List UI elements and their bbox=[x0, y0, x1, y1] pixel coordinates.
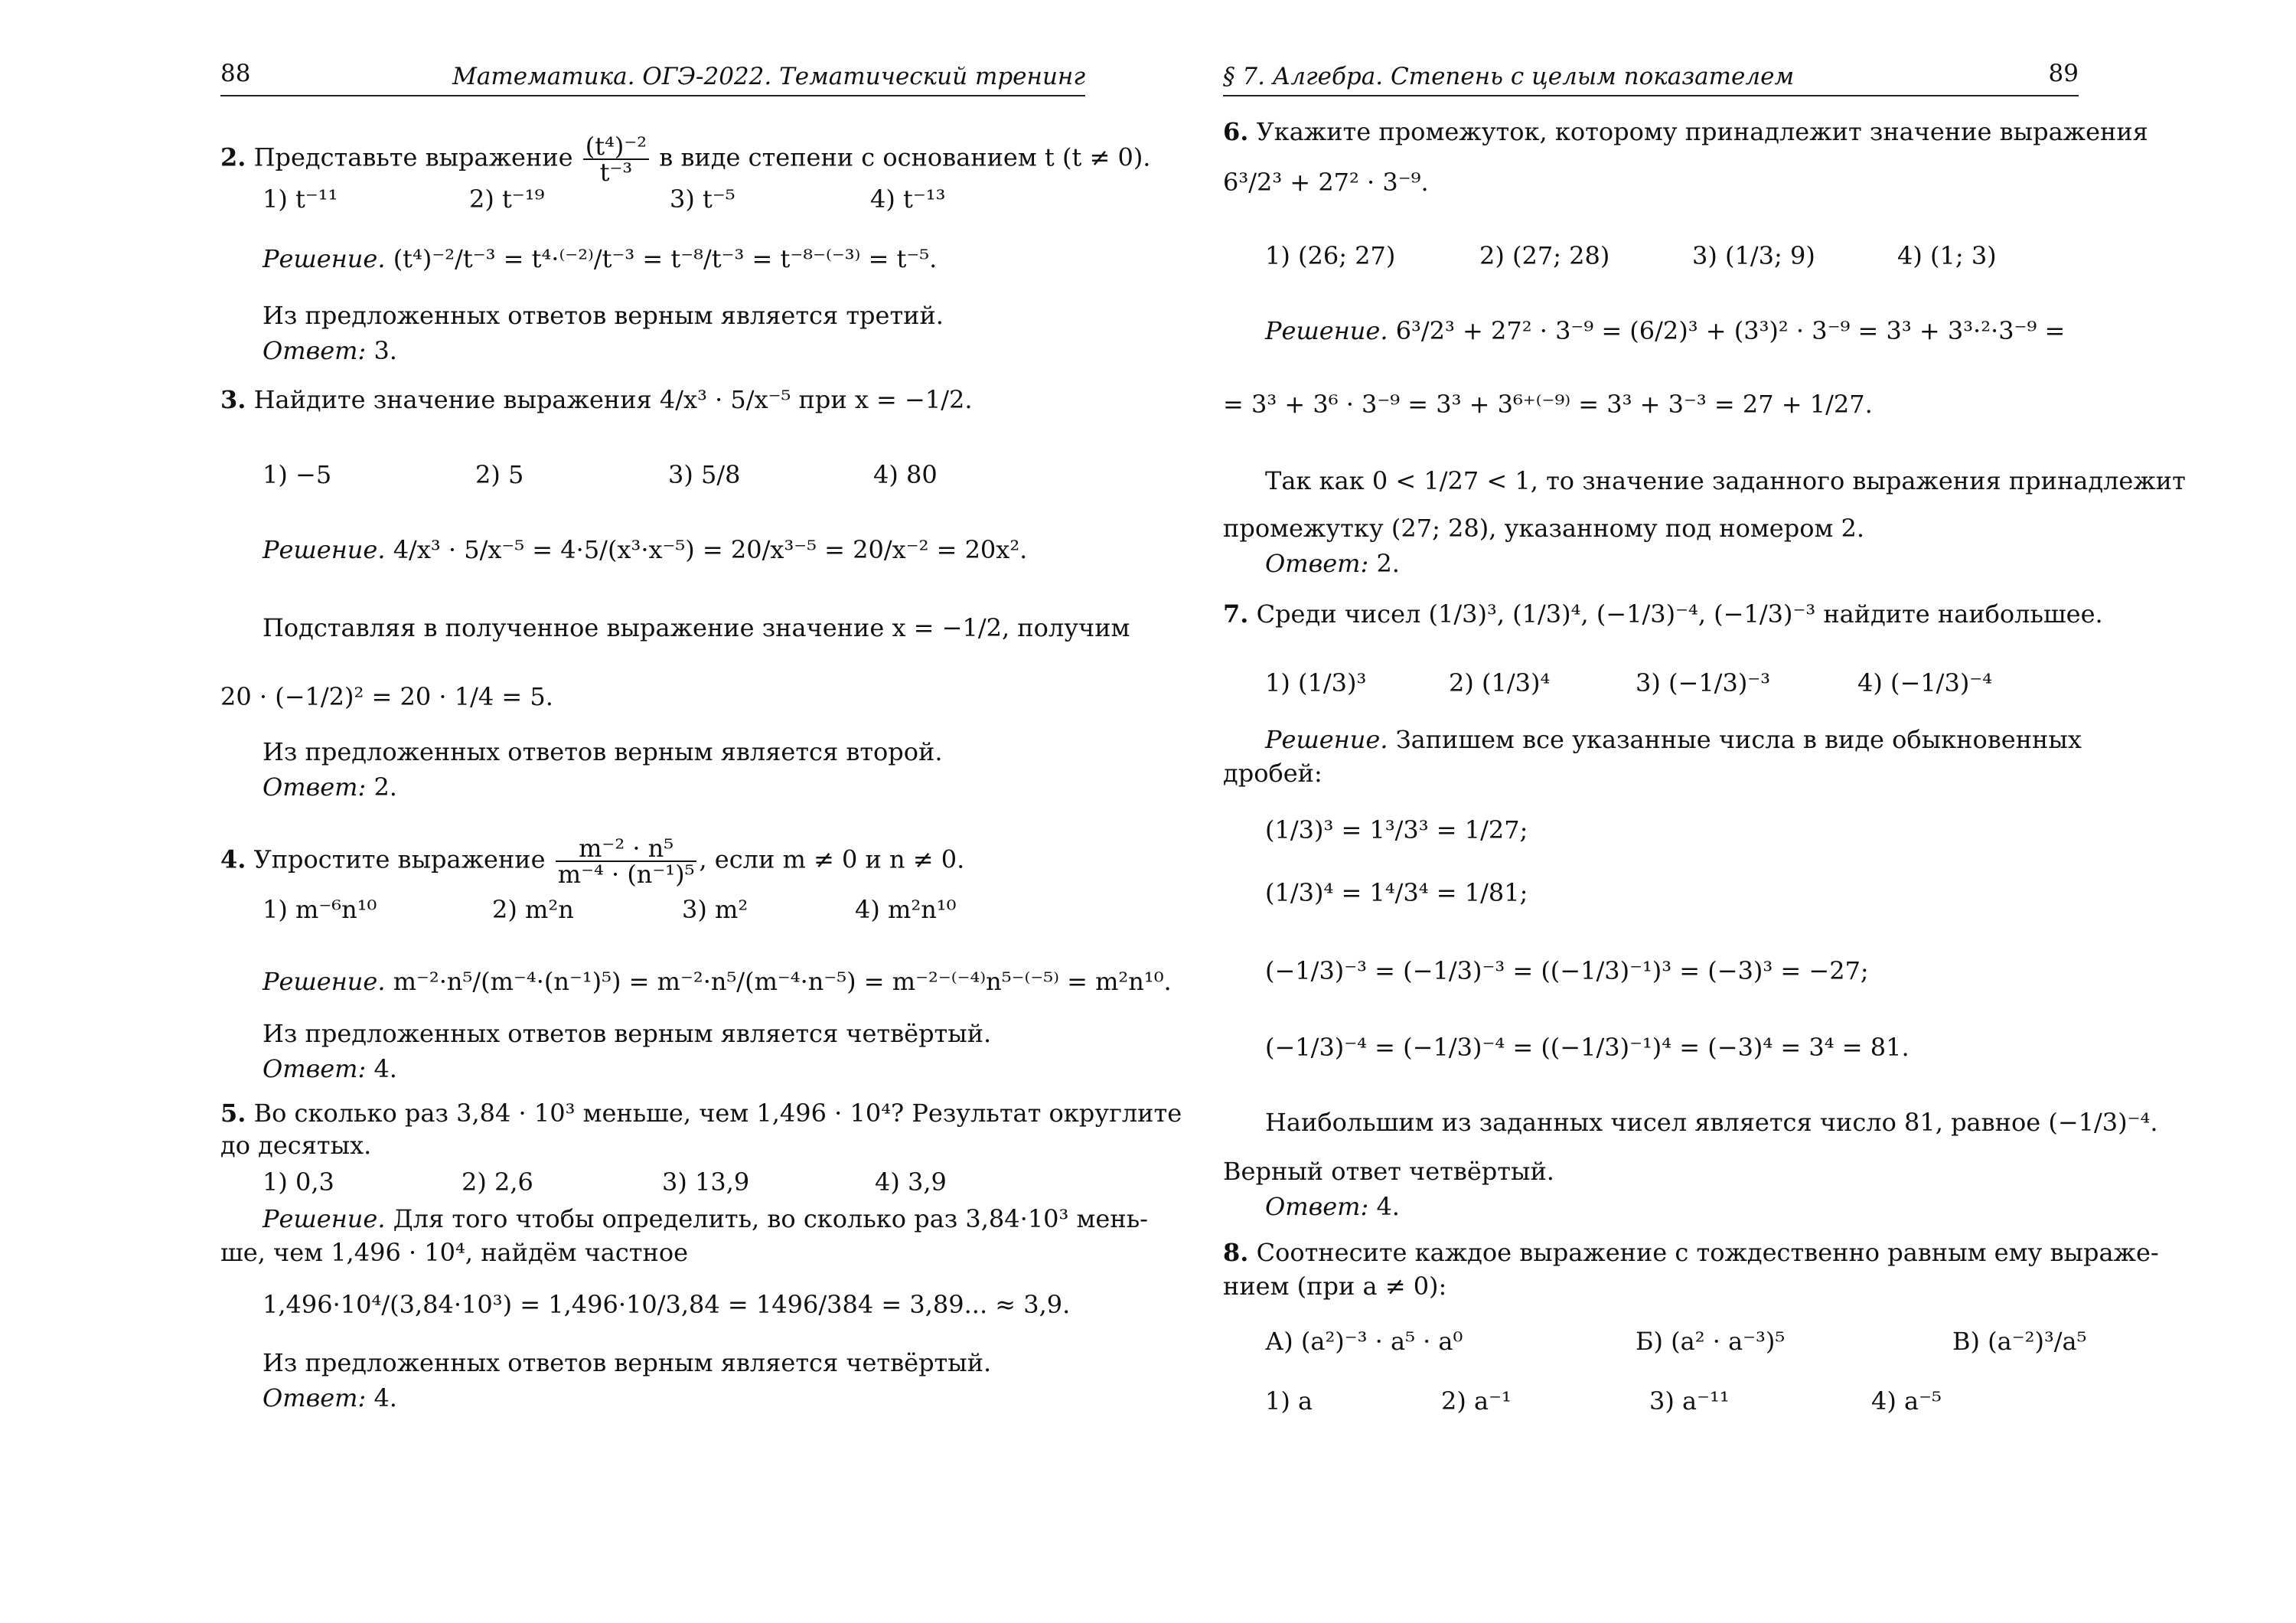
problem-4-answer: Ответ: 4. bbox=[263, 1054, 397, 1083]
problem-3-statement: 3. Найдите значение выражения 4/x³ · 5/x⁻⁵ при x = −1/2. bbox=[220, 385, 973, 414]
solution-label: Решение. bbox=[263, 244, 386, 273]
option: 2) 2,6 bbox=[461, 1167, 533, 1197]
problem-6-reasoning: Так как 0 < 1/27 < 1, то значение заданного выражения принадлежит bbox=[1265, 466, 2186, 495]
option: 1) m⁻⁶n¹⁰ bbox=[263, 895, 377, 924]
problem-6-reasoning-cont: промежутку (27; 28), указанному под номером 2. bbox=[1223, 514, 1865, 543]
problem-5-calculation: 1,496·10⁴/(3,84·10³) = 1,496·10/3,84 = 1496/384 = 3,89... ≈ 3,9. bbox=[263, 1290, 1071, 1319]
problem-number: 3. bbox=[220, 385, 246, 414]
option: 4) a⁻⁵ bbox=[1871, 1386, 1942, 1416]
left-page bbox=[220, 0, 1182, 1623]
problem-2-solution bbox=[263, 243, 937, 274]
problem-7-step: (−1/3)⁻³ = (−1/3)⁻³ = ((−1/3)⁻¹)³ = (−3)³ = −27; bbox=[1265, 956, 1869, 985]
option: 3) a⁻¹¹ bbox=[1649, 1386, 1730, 1416]
running-head-right bbox=[1223, 60, 2079, 96]
problem-number: 5. bbox=[220, 1099, 246, 1128]
statement-text: в виде степени с основанием t (t ≠ 0). bbox=[659, 142, 1151, 172]
problem-number: 6. bbox=[1223, 117, 1249, 146]
problem-4-options bbox=[263, 894, 956, 925]
problem-7-solution: Решение. Запишем все указанные числа в виде обыкновенных bbox=[1265, 725, 2082, 754]
expression-item: А) (a²)⁻³ · a⁵ · a⁰ bbox=[1265, 1327, 1463, 1356]
option: 4) (1; 3) bbox=[1897, 241, 1997, 270]
problem-8-options bbox=[1265, 1386, 1942, 1416]
solution-math: (t⁴)⁻²/t⁻³ = t⁴·⁽⁻²⁾/t⁻³ = t⁻⁸/t⁻³ = t⁻⁸⁻⁽⁻³⁾ = t⁻⁵. bbox=[393, 244, 938, 273]
option: 1) a bbox=[1265, 1386, 1313, 1416]
problem-8-expressions bbox=[1265, 1326, 2086, 1357]
option: 3) t⁻⁵ bbox=[670, 185, 735, 214]
option: 2) (1/3)⁴ bbox=[1449, 668, 1551, 697]
running-head-left bbox=[220, 60, 1085, 96]
problem-2-conclusion: Из предложенных ответов верным является третий. bbox=[263, 301, 944, 330]
problem-4-solution: Решение. m⁻²·n⁵/(m⁻⁴·(n⁻¹)⁵) = m⁻²·n⁵/(m⁻⁴·n⁻⁵) = m⁻²⁻⁽⁻⁴⁾n⁵⁻⁽⁻⁵⁾ = m²n¹⁰. bbox=[263, 967, 1172, 996]
option: 3) (−1/3)⁻³ bbox=[1636, 668, 1771, 697]
statement-expression: 4/x³ · 5/x⁻⁵ bbox=[659, 385, 791, 414]
problem-4-statement: 4. Упростите выражение $\frac{\text{m⁻² · n⁵}}{\text{m⁻⁴ · (n⁻¹)⁵}}$ , если m ≠ 0 и n ≠ 0. bbox=[220, 834, 965, 889]
problem-7-step: (−1/3)⁻⁴ = (−1/3)⁻⁴ = ((−1/3)⁻¹)⁴ = (−3)⁴ = 3⁴ = 81. bbox=[1265, 1033, 1910, 1062]
statement-text: Представьте выражение bbox=[253, 142, 573, 172]
problem-4-conclusion: Из предложенных ответов верным является четвёртый. bbox=[263, 1019, 992, 1048]
option: 1) t⁻¹¹ bbox=[263, 185, 338, 214]
problem-7-step: (1/3)³ = 1³/3³ = 1/27; bbox=[1265, 815, 1528, 844]
problem-5-solution-cont: ше, чем 1,496 · 10⁴, найдём частное bbox=[220, 1238, 689, 1267]
option: 2) (27; 28) bbox=[1479, 241, 1610, 270]
statement-fraction: $\frac{\text{m⁻² · n⁵}}{\text{m⁻⁴ · (n⁻¹)⁵}}$ bbox=[556, 836, 697, 887]
problem-7-options bbox=[1265, 668, 1992, 698]
problem-7-statement: 7. Среди чисел (1/3)³, (1/3)⁴, (−1/3)⁻⁴, (−1/3)⁻³ найдите наибольшее. bbox=[1223, 599, 2103, 629]
option: 2) m²n bbox=[492, 895, 574, 924]
running-title: Математика. ОГЭ-2022. Тематический тренинг bbox=[452, 63, 1085, 90]
problem-6-statement: 6. Укажите промежуток, которому принадлежит значение выражения bbox=[1223, 117, 2148, 146]
option: 2) t⁻¹⁹ bbox=[469, 185, 545, 214]
problem-7-step: (1/3)⁴ = 1⁴/3⁴ = 1/81; bbox=[1265, 878, 1528, 907]
problem-7-conclusion: Наибольшим из заданных чисел является число 81, равное (−1/3)⁻⁴. bbox=[1265, 1108, 2158, 1137]
problem-2-statement bbox=[220, 134, 1150, 185]
problem-3-substitution: Подставляя в полученное выражение значение x = −1/2, получим bbox=[263, 613, 1130, 642]
option: 2) 5 bbox=[475, 460, 524, 489]
problem-5-statement: 5. Во сколько раз 3,84 · 10³ меньше, чем 1,496 · 10⁴? Результат округлите bbox=[220, 1099, 1182, 1128]
option: 1) 0,3 bbox=[263, 1167, 334, 1197]
problem-2-answer: Ответ: 3. bbox=[263, 336, 397, 365]
option: 4) t⁻¹³ bbox=[870, 185, 946, 214]
option: 2) a⁻¹ bbox=[1441, 1386, 1512, 1416]
problem-5-answer: Ответ: 4. bbox=[263, 1383, 397, 1412]
problem-number: 7. bbox=[1223, 599, 1249, 629]
problem-5-solution: Решение. Для того чтобы определить, во сколько раз 3,84·10³ мень- bbox=[263, 1204, 1148, 1233]
option: 1) (26; 27) bbox=[1265, 241, 1396, 270]
problem-8-statement: 8. Соотнесите каждое выражение с тождественно равным ему выраже- bbox=[1223, 1238, 2159, 1267]
problem-number: 4. bbox=[220, 844, 246, 874]
problem-number: 2. bbox=[220, 142, 246, 172]
page-number: 89 bbox=[2048, 60, 2079, 87]
page-number: 88 bbox=[220, 60, 251, 87]
problem-5-statement-cont: до десятых. bbox=[220, 1131, 372, 1160]
option: 4) m²n¹⁰ bbox=[855, 895, 957, 924]
problem-3-conclusion: Из предложенных ответов верным является второй. bbox=[263, 737, 943, 766]
problem-6-solution: Решение. 6³/2³ + 27² · 3⁻⁹ = (6/2)³ + (3³)² · 3⁻⁹ = 3³ + 3³·²·3⁻⁹ = bbox=[1265, 316, 2066, 345]
option: 3) (1/3; 9) bbox=[1692, 241, 1815, 270]
option: 3) m² bbox=[682, 895, 748, 924]
problem-2-options bbox=[263, 184, 945, 214]
problem-6-expression: 6³/2³ + 27² · 3⁻⁹. bbox=[1223, 168, 1429, 197]
problem-5-options bbox=[263, 1167, 947, 1197]
expression-item: Б) (a² · a⁻³)⁵ bbox=[1636, 1327, 1786, 1356]
running-title: § 7. Алгебра. Степень с целым показателем bbox=[1223, 63, 1795, 90]
option: 4) 80 bbox=[873, 460, 938, 489]
problem-8-statement-cont: нием (при a ≠ 0): bbox=[1223, 1272, 1447, 1301]
option: 4) (−1/3)⁻⁴ bbox=[1857, 668, 1993, 697]
problem-6-answer: Ответ: 2. bbox=[1265, 549, 1400, 578]
problem-3-solution: Решение. 4/x³ · 5/x⁻⁵ = 4·5/(x³·x⁻⁵) = 20/x³⁻⁵ = 20/x⁻² = 20x². bbox=[263, 535, 1028, 564]
statement-fraction: $\frac{\text{(t⁴)⁻²}}{\text{t⁻³}}$ bbox=[583, 134, 649, 185]
problem-6-solution-cont: = 3³ + 3⁶ · 3⁻⁹ = 3³ + 3⁶⁺⁽⁻⁹⁾ = 3³ + 3⁻³ = 27 + 1/27. bbox=[1223, 390, 1873, 419]
option: 4) 3,9 bbox=[875, 1167, 947, 1197]
problem-5-conclusion: Из предложенных ответов верным является четвёртый. bbox=[263, 1348, 992, 1377]
expression-item: В) (a⁻²)³/a⁵ bbox=[1952, 1327, 2087, 1356]
problem-3-options bbox=[263, 459, 938, 490]
problem-7-answer: Ответ: 4. bbox=[1265, 1192, 1400, 1221]
option: 1) −5 bbox=[263, 460, 332, 489]
solution-math: 6³/2³ + 27² · 3⁻⁹ = (6/2)³ + (3³)² · 3⁻⁹ = 3³ + 3³·²·3⁻⁹ = bbox=[1395, 316, 2066, 345]
solution-math: m⁻²·n⁵/(m⁻⁴·(n⁻¹)⁵) = m⁻²·n⁵/(m⁻⁴·n⁻⁵) = m⁻²⁻⁽⁻⁴⁾n⁵⁻⁽⁻⁵⁾ = m²n¹⁰. bbox=[393, 967, 1172, 996]
solution-math: 4/x³ · 5/x⁻⁵ = 4·5/(x³·x⁻⁵) = 20/x³⁻⁵ = 20/x⁻² = 20x². bbox=[393, 535, 1028, 564]
problem-number: 8. bbox=[1223, 1238, 1249, 1267]
problem-3-substitution-result: 20 · (−1/2)² = 20 · 1/4 = 5. bbox=[220, 682, 553, 711]
problem-7-solution-cont: дробей: bbox=[1223, 759, 1322, 788]
right-page bbox=[1223, 0, 2186, 1623]
problem-3-answer: Ответ: 2. bbox=[263, 772, 397, 802]
option: 1) (1/3)³ bbox=[1265, 668, 1367, 697]
problem-7-conclusion-cont: Верный ответ четвёртый. bbox=[1223, 1157, 1554, 1186]
option: 3) 5/8 bbox=[668, 460, 741, 489]
option: 3) 13,9 bbox=[662, 1167, 750, 1197]
problem-6-options bbox=[1265, 240, 1997, 271]
